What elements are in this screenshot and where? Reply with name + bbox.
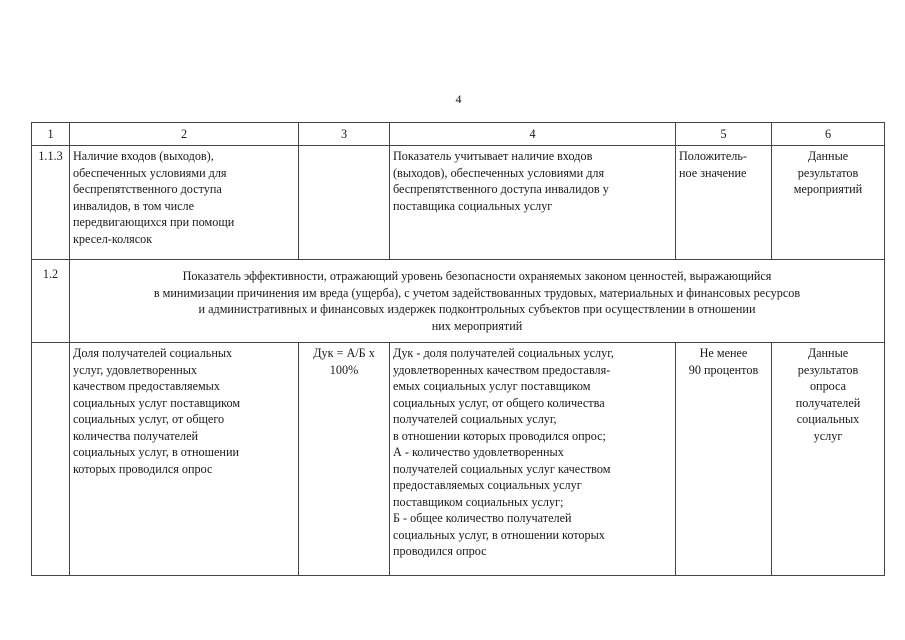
indicators-table [31,122,885,576]
header-cell-col-5: 5 [676,123,772,146]
description-cell: Показатель учитывает наличие входов (выходов), обеспеченных условиями для беспрепятственного доступа инвалидов у поставщика социальных услуг [390,146,676,260]
table-header-row [32,123,885,146]
header-cell-col-1: 1 [32,123,70,146]
formula-cell: Дук = А/Б х 100% [299,343,390,576]
row-number-cell: 1.2 [32,260,70,343]
formula-cell [299,146,390,260]
data-source-cell: Данные результатов мероприятий [772,146,885,260]
section-heading-cell: Показатель эффективности, отражающий уровень безопасности охраняемых законом ценностей, выражающийся в минимизации причинения им вреда (ущерба), с учетом задействованных трудовых, материальных и финансовых ресурсов и административных и финансовых издержек подконтрольных субъектов при осуществлении в отношении них мероприятий [70,260,885,343]
header-cell-col-3: 3 [299,123,390,146]
header-cell-col-6: 6 [772,123,885,146]
data-source-cell: Данные результатов опроса получателей социальных услуг [772,343,885,576]
description-cell: Дук - доля получателей социальных услуг, удовлетворенных качеством предоставля- емых социальных услуг поставщиком социальных услуг, от общего количества получателей социальных услуг, в отношении которых проводился опрос; А - количество удовлетворенных получателей социальных услуг качеством предоставляемых социальных услуг поставщиком социальных услуг; Б - общее количество получателей социальных услуг, в отношении которых проводился опрос [390,343,676,576]
page-number: 4 [455,92,462,106]
table-row-1-2 [32,260,885,343]
table-row-satisfaction-share [32,343,885,576]
table-row-1-1-3 [32,146,885,260]
header-cell-col-4: 4 [390,123,676,146]
indicator-name-cell: Наличие входов (выходов), обеспеченных условиями для беспрепятственного доступа инвалидов, в том числе передвигающихся при помощи кресел-колясок [70,146,299,260]
target-value-cell: Не менее 90 процентов [676,343,772,576]
indicator-name-cell: Доля получателей социальных услуг, удовлетворенных качеством предоставляемых социальных услуг поставщиком социальных услуг, от общего количества получателей социальных услуг, в отношении которых проводился опрос [70,343,299,576]
row-number-cell: 1.1.3 [32,146,70,260]
header-cell-col-2: 2 [70,123,299,146]
target-value-cell: Положитель- ное значение [676,146,772,260]
row-number-cell [32,343,70,576]
